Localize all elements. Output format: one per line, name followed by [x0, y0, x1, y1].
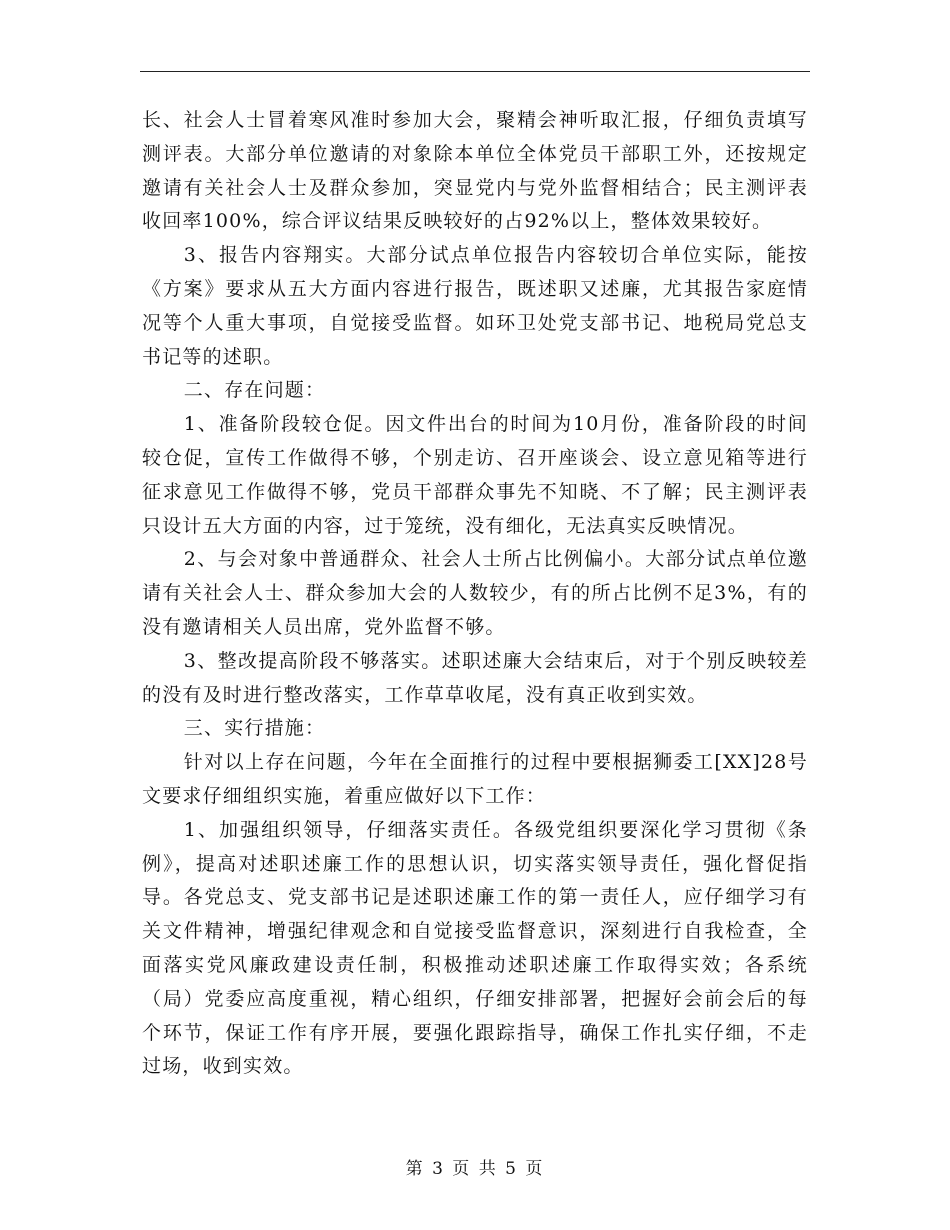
section-heading-problems: 二、存在问题：: [183, 379, 326, 402]
header-rule: [140, 71, 810, 72]
paragraph-problem-3: 3、整改提高阶段不够落实。述职述廉大会结束后，对于个别反映较差的没有及时进行整改落实，工作草草收尾，没有真正收到实效。: [142, 649, 808, 706]
paragraph-problem-2: 2、与会对象中普通群众、社会人士所占比例偏小。大部分试点单位邀请有关社会人士、群众参加大会的人数较少，有的所占比例不足3%，有的没有邀请相关人员出席，党外监督不够。: [142, 548, 808, 638]
paragraph-problem-1: 1、准备阶段较仓促。因文件出台的时间为10月份，准备阶段的时间较仓促，宣传工作做得不够，个别走访、召开座谈会、设立意见箱等进行征求意见工作做得不够，党员干部群众事先不知晓、不了解；民主测评表只设计五大方面的内容，过于笼统，没有细化，无法真实反映情况。: [142, 413, 808, 537]
paragraph-continuation: 长、社会人士冒着寒风准时参加大会，聚精会神听取汇报，仔细负责填写测评表。大部分单位邀请的对象除本单位全体党员干部职工外，还按规定邀请有关社会人士及群众参加，突显党内与党外监督相结合；民主测评表收回率100%，综合评议结果反映较好的占92%以上，整体效果较好。: [142, 109, 808, 233]
paragraph-report-content: 3、报告内容翔实。大部分试点单位报告内容较切合单位实际，能按《方案》要求从五大方面内容进行报告，既述职又述廉，尤其报告家庭情况等个人重大事项，自觉接受监督。如环卫处党支部书记、地税局党总支书记等的述职。: [142, 244, 808, 368]
paragraph-measure-1: 1、加强组织领导，仔细落实责任。各级党组织要深化学习贯彻《条例》，提高对述职述廉工作的思想认识，切实落实领导责任，强化督促指导。各党总支、党支部书记是述职述廉工作的第一责任人，应仔细学习有关文件精神，增强纪律观念和自觉接受监督意识，深刻进行自我检查，全面落实党风廉政建设责任制，积极推动述职述廉工作取得实效；各系统（局）党委应高度重视，精心组织，仔细安排部署，把握好会前会后的每个环节，保证工作有序开展，要强化跟踪指导，确保工作扎实仔细，不走过场，收到实效。: [142, 818, 808, 1078]
document-body: [142, 104, 808, 1084]
page-number-footer: 第 3 页 共 5 页: [405, 1159, 545, 1179]
paragraph-measures-intro: 针对以上存在问题，今年在全面推行的过程中要根据狮委工[XX]28号文要求仔细组织实施，着重应做好以下工作：: [142, 751, 808, 807]
section-heading-measures: 三、实行措施：: [183, 717, 326, 740]
